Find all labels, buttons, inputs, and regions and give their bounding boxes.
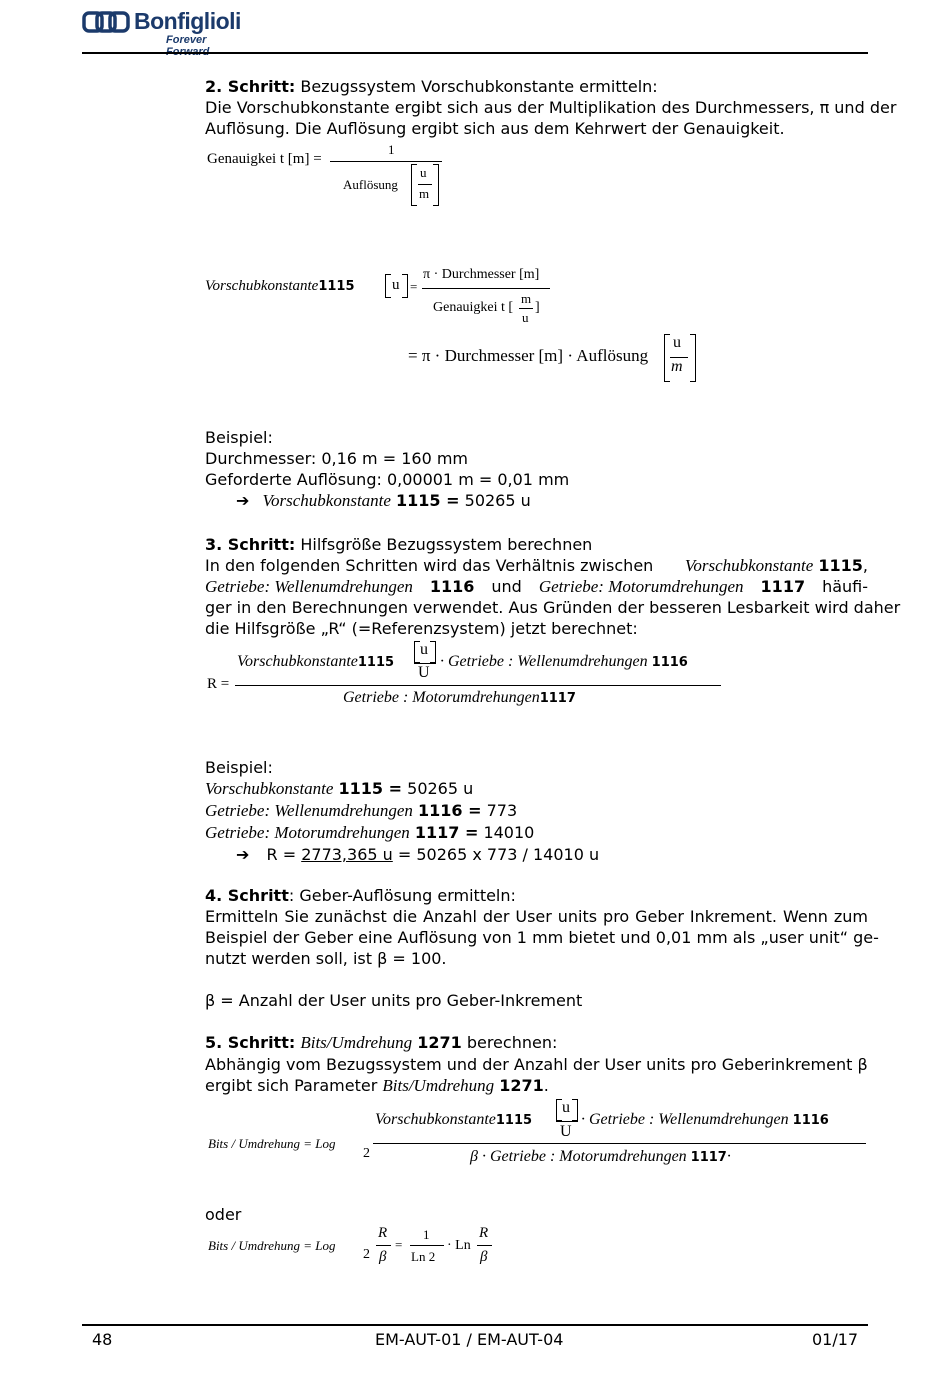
formula5-sub: 2	[363, 1247, 370, 1262]
step2-line2: Auflösung. Die Auflösung ergibt sich aus dem Kehrwert der Genauigkeit.	[205, 119, 785, 138]
formula4-num-part1: Vorschubkonstante1115	[375, 1111, 533, 1128]
oder-label: oder	[205, 1205, 242, 1224]
formula3-unit-bracket-right	[430, 641, 436, 663]
brand-tagline: Forever	[166, 34, 207, 46]
step3-line1: In den folgenden Schritten wird das Verhältnis zwischen Vorschubkonstante 1115,	[205, 556, 868, 575]
example1-line2: Geforderte Auflösung: 0,00001 m = 0,01 mm	[205, 470, 570, 489]
formula1-den-top: u	[420, 165, 427, 180]
header-rule	[82, 52, 868, 54]
formula-genauigkeit	[205, 142, 455, 212]
formula3-fraction-bar	[235, 685, 721, 686]
step2-heading: 2. Schritt: Bezugssystem Vorschubkonstante ermitteln:	[205, 77, 658, 96]
formula5-f2-bar	[410, 1245, 444, 1246]
brand-name: Bonfiglioli	[134, 8, 241, 34]
step3-line3: ger in den Berechnungen verwendet. Aus Gründen der besseren Lesbarkeit wird daher	[205, 598, 901, 617]
formula5-lhs: Bits / Umdrehung = Log	[208, 1238, 336, 1253]
step4-line1: Ermitteln Sie zunächst die Anzahl der User units pro Geber Inkrement. Wenn zum	[205, 907, 868, 926]
formula5-f3-top: R	[479, 1225, 489, 1241]
step3-line2: Getriebe: Wellenumdrehungen 1116 und Getriebe: Motorumdrehungen 1117 häufi-	[205, 577, 868, 596]
footer-rule	[82, 1324, 868, 1326]
footer-date: 01/17	[812, 1330, 859, 1349]
formula-bits-umdrehung-ln	[205, 1222, 505, 1272]
step5-line1: Abhängig vom Bezugssystem und der Anzahl der User units pro Geberinkrement β	[205, 1055, 868, 1074]
formula4-unit-bracket-right	[572, 1099, 578, 1121]
formula2-den-top: m	[521, 291, 532, 306]
step4-line2: Beispiel der Geber eine Auflösung von 1 mm bietet und 0,01 mm als „user unit“ ge-	[205, 928, 879, 947]
example2-row1: Vorschubkonstante 1115 = 50265 u	[205, 779, 474, 798]
formula2-numerator: π · Durchmesser [m]	[423, 267, 540, 282]
formula1-bracket-left	[411, 164, 417, 206]
brand-logo	[82, 8, 252, 48]
formula2-line2-top: u	[673, 334, 681, 351]
formula3-unit-bottom: U	[418, 664, 430, 681]
formula4-lhs: Bits / Umdrehung = Log	[208, 1136, 336, 1151]
formula2-den-inner-bar	[519, 308, 533, 309]
formula2-line2-bracket-right	[690, 334, 696, 382]
formula1-inner-bar	[418, 184, 432, 185]
formula-vorschubkonstante	[205, 262, 705, 392]
formula4-fraction-bar	[373, 1143, 866, 1144]
footer-page-number: 48	[92, 1330, 113, 1349]
step5-heading: 5. Schritt: Bits/Umdrehung 1271 berechnen:	[205, 1033, 558, 1052]
formula4-unit-top: u	[562, 1099, 570, 1116]
step4-line3: nutzt werden soll, ist β = 100.	[205, 949, 447, 968]
bonfiglioli-logo-icon	[82, 10, 130, 34]
formula2-fraction-bar	[422, 288, 550, 289]
example1-result: ➔ Vorschubkonstante 1115 = 50265 u	[236, 491, 531, 510]
step3-line4: die Hilfsgröße „R“ (=Referenzsystem) jetzt berechnet:	[205, 619, 638, 638]
formula5-mid: · Ln	[447, 1238, 471, 1253]
formula4-unit-bar	[556, 1121, 578, 1122]
formula2-eq: =	[410, 279, 418, 294]
example1-heading: Beispiel:	[205, 428, 273, 447]
formula2-den-bottom: u	[522, 310, 529, 325]
step2-line1: Die Vorschubkonstante ergibt sich aus der Multiplikation des Durchmessers, π und der	[205, 98, 897, 117]
formula2-line2-bracket-left	[664, 334, 670, 382]
formula3-num-part2: · Getriebe : Wellenumdrehungen 1116	[440, 653, 688, 670]
example2-row3: Getriebe: Motorumdrehungen 1117 = 14010	[205, 823, 535, 842]
formula-r	[205, 640, 735, 720]
formula3-denominator: Getriebe : Motorumdrehungen1117	[343, 689, 576, 706]
formula2-lhs: Vorschubkonstante1115	[205, 278, 355, 294]
formula5-f3-bottom: β	[480, 1249, 488, 1265]
formula1-den-bottom: m	[419, 186, 430, 201]
formula3-num-part1: Vorschubkonstante1115	[237, 653, 395, 670]
formula5-eq: =	[395, 1237, 403, 1252]
formula5-f1-bar	[376, 1245, 391, 1246]
formula-bits-umdrehung	[205, 1098, 870, 1178]
formula5-f1-top: R	[378, 1225, 388, 1241]
formula5-f2-bottom: Ln 2	[411, 1249, 436, 1264]
arrow-right-icon: ➔	[236, 491, 250, 510]
formula1-fraction-bar	[330, 161, 442, 162]
example2-heading: Beispiel:	[205, 758, 273, 777]
step4-heading: 4. Schritt: Geber-Auflösung ermitteln:	[205, 886, 516, 905]
formula1-den-label: Auflösung	[343, 177, 398, 192]
formula3-unit-top: u	[420, 641, 428, 658]
formula2-den-label: Genauigkei t [	[433, 300, 514, 315]
formula1-bracket-right	[433, 164, 439, 206]
arrow-right-icon: ➔	[236, 845, 250, 864]
formula5-f2-top: 1	[423, 1227, 430, 1242]
formula4-unit-bottom: U	[560, 1123, 572, 1140]
formula4-denominator: β · Getriebe : Motorumdrehungen 1117·	[470, 1148, 731, 1165]
step5-line2: ergibt sich Parameter Bits/Umdrehung 1271.	[205, 1076, 549, 1095]
example1-line1: Durchmesser: 0,16 m = 160 mm	[205, 449, 469, 468]
formula2-line2-bottom: m	[671, 358, 683, 375]
step4-beta: β = Anzahl der User units pro Geber-Inkrement	[205, 991, 583, 1010]
formula1-lhs: Genauigkei t [m] =	[207, 151, 322, 167]
formula5-f1-bottom: β	[379, 1249, 387, 1265]
footer-doc-id: EM-AUT-01 / EM-AUT-04	[375, 1330, 564, 1349]
formula3-lhs: R =	[207, 676, 230, 692]
step3-heading: 3. Schritt: Hilfsgröße Bezugssystem berechnen	[205, 535, 593, 554]
formula4-sub: 2	[363, 1146, 370, 1161]
example2-row2: Getriebe: Wellenumdrehungen 1116 = 773	[205, 801, 518, 820]
formula2-unit: u	[392, 277, 400, 293]
formula4-num-part2: · Getriebe : Wellenumdrehungen 1116	[581, 1111, 829, 1128]
formula5-f3-bar	[477, 1245, 492, 1246]
formula1-numerator: 1	[388, 142, 395, 157]
formula2-unit-bracket-left	[385, 274, 391, 298]
formula2-line2: = π · Durchmesser [m] · Auflösung	[408, 346, 649, 365]
formula2-unit-bracket-right	[402, 274, 408, 298]
example2-result: ➔ R = 2773,365 u = 50265 x 773 / 14010 u	[236, 845, 600, 864]
formula2-den-close: ]	[535, 300, 540, 315]
